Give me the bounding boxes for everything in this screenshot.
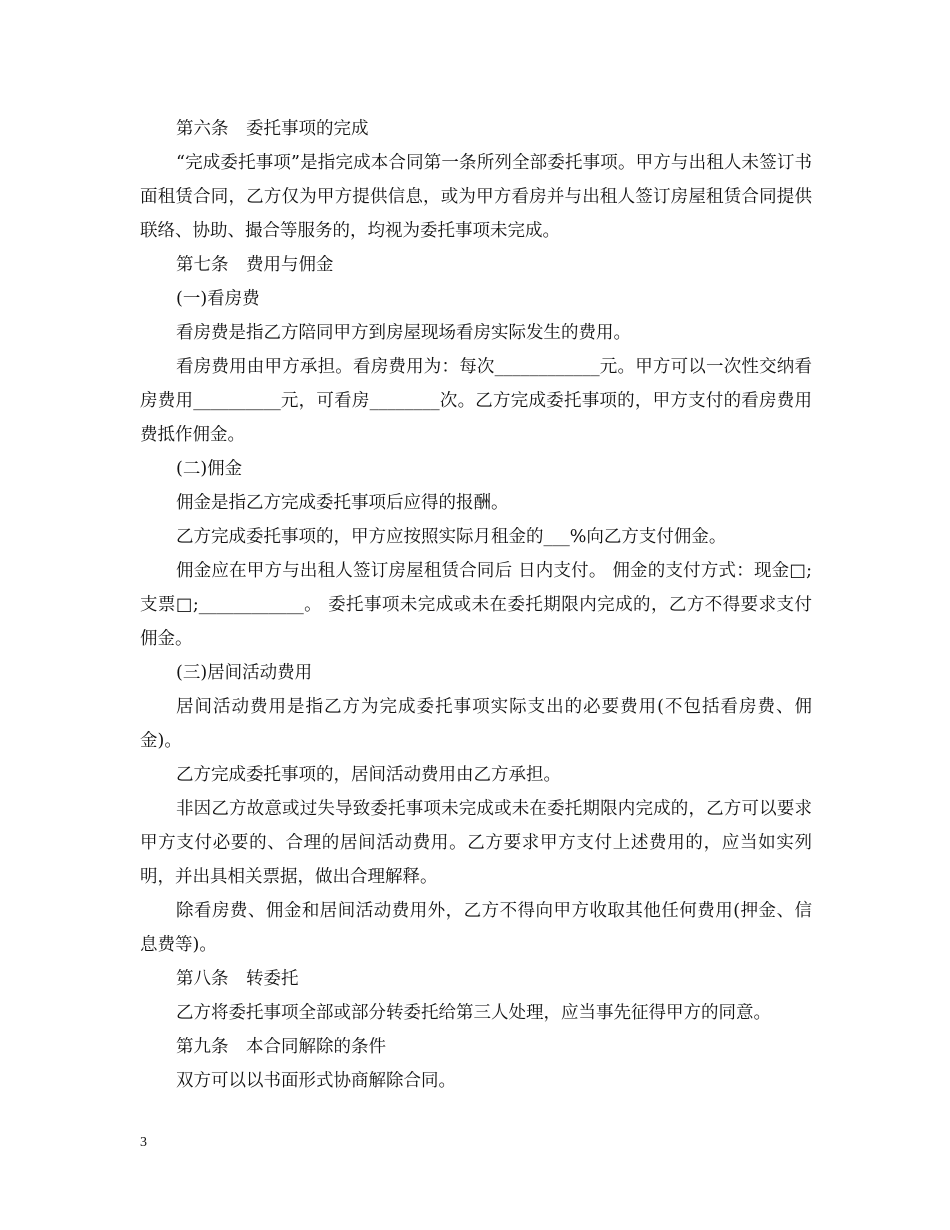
brokerage-fee-definition-paragraph: 居间活动费用是指乙方为完成委托事项实际支出的必要费用(不包括看房费、佣金)。 bbox=[140, 697, 812, 751]
article-9-heading: 第九条 本合同解除的条件 bbox=[176, 1037, 386, 1057]
article-7-heading: 第七条 费用与佣金 bbox=[176, 255, 334, 275]
commission-definition-paragraph: 佣金是指乙方完成委托事项后应得的报酬。 bbox=[176, 493, 509, 513]
commission-subheading: (二)佣金 bbox=[176, 459, 243, 479]
sub-delegation-paragraph: 乙方将委托事项全部或部分转委托给第三人处理，应当事先征得甲方的同意。 bbox=[176, 1003, 771, 1023]
document-body bbox=[140, 112, 812, 1098]
article-6-heading: 第六条 委托事项的完成 bbox=[176, 119, 369, 139]
page-number: 3 bbox=[140, 1135, 147, 1150]
brokerage-fee-reimbursement-paragraph: 非因乙方故意或过失导致委托事项未完成或未在委托期限内完成的，乙方可以要求甲方支付必要的、合理的居间活动费用。乙方要求甲方支付上述费用的，应当如实列明，并出具相关票据，做出合理解释。 bbox=[140, 799, 812, 887]
brokerage-fee-subheading: (三)居间活动费用 bbox=[176, 663, 313, 683]
commission-payment-paragraph: 佣金应在甲方与出租人签订房屋租赁合同后 日内支付。 佣金的支付方式：现金□;支票□;____________。 委托事项未完成或未在委托期限内完成的，乙方不得要求支付佣金。 bbox=[140, 561, 812, 649]
viewing-fee-definition-paragraph: 看房费是指乙方陪同甲方到房屋现场看房实际发生的费用。 bbox=[176, 323, 631, 343]
termination-by-agreement-paragraph: 双方可以以书面形式协商解除合同。 bbox=[176, 1071, 456, 1091]
article-8-heading: 第八条 转委托 bbox=[176, 969, 299, 989]
completion-definition-paragraph: “完成委托事项”是指完成本合同第一条所列全部委托事项。甲方与出租人未签订书面租赁合同，乙方仅为甲方提供信息，或为甲方看房并与出租人签订房屋租赁合同提供联络、协助、撮合等服务的，均视为委托事项未完成。 bbox=[140, 153, 812, 241]
brokerage-fee-bearer-paragraph: 乙方完成委托事项的，居间活动费用由乙方承担。 bbox=[176, 765, 561, 785]
viewing-fee-amount-paragraph: 看房费用由甲方承担。看房费用为：每次____________元。甲方可以一次性交纳看房费用__________元，可看房________次。乙方完成委托事项的，甲方支付的看房费用费抵作佣金。 bbox=[140, 357, 812, 445]
commission-rate-paragraph: 乙方完成委托事项的，甲方应按照实际月租金的___%向乙方支付佣金。 bbox=[176, 527, 727, 547]
viewing-fee-subheading: (一)看房费 bbox=[176, 289, 260, 309]
other-fees-prohibition-paragraph: 除看房费、佣金和居间活动费用外，乙方不得向甲方收取其他任何费用(押金、信息费等)。 bbox=[140, 901, 812, 955]
